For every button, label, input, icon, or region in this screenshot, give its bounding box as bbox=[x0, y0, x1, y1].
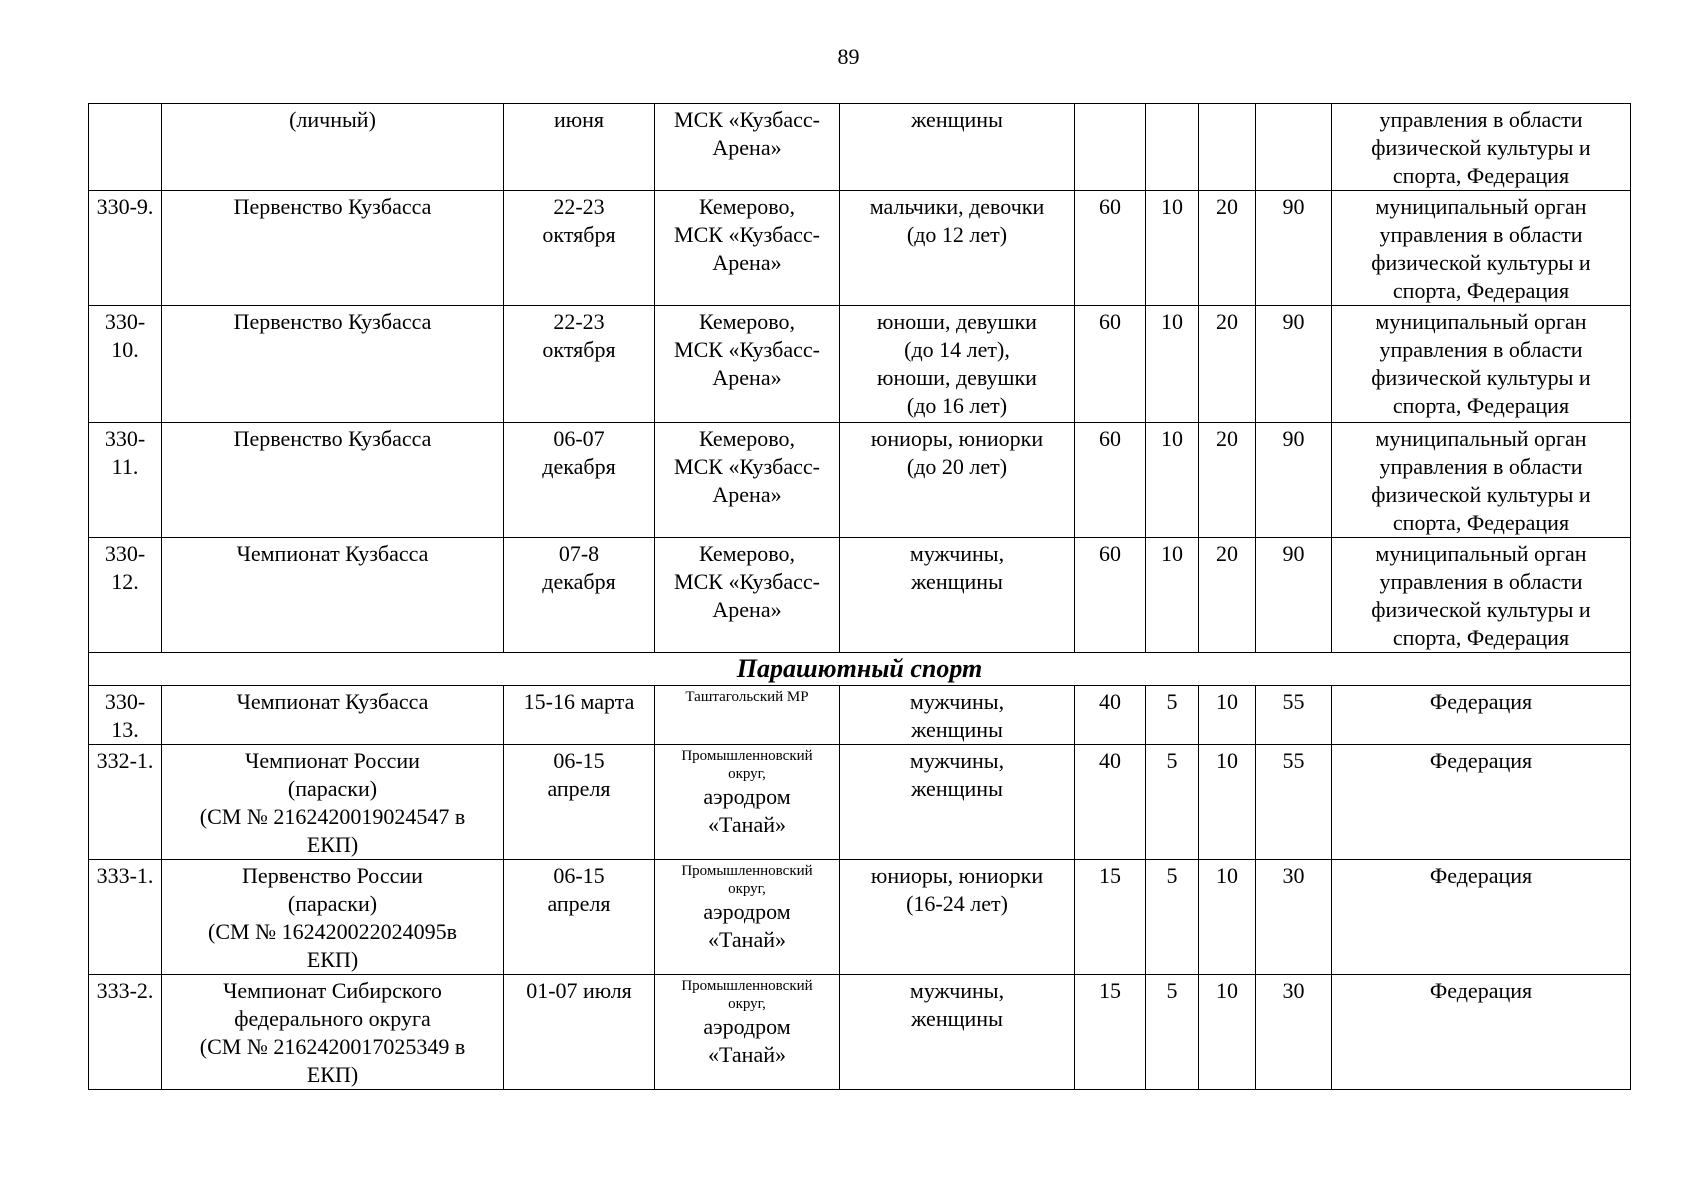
page-number: 89 bbox=[837, 44, 860, 69]
count-cell bbox=[1256, 104, 1332, 191]
row-number: 333-2. bbox=[89, 975, 162, 1090]
count-cell: 5 bbox=[1146, 975, 1199, 1090]
row-number: 332-1. bbox=[89, 745, 162, 860]
event-name: Первенство России (параски) (СМ № 162420022024095в ЕКП) bbox=[162, 860, 504, 975]
count-cell: 5 bbox=[1146, 745, 1199, 860]
section-row bbox=[89, 653, 1631, 686]
table-row bbox=[89, 538, 1631, 653]
event-name: Чемпионат России (параски) (СМ № 2162420019024547 в ЕКП) bbox=[162, 745, 504, 860]
table-row bbox=[89, 306, 1631, 423]
event-venue: Промышленновский округ, аэродром «Танай» bbox=[655, 745, 840, 860]
event-name: Первенство Кузбасса bbox=[162, 306, 504, 423]
count-cell: 10 bbox=[1199, 860, 1256, 975]
count-cell: 30 bbox=[1256, 975, 1332, 1090]
count-cell: 60 bbox=[1075, 423, 1146, 538]
organizer: муниципальный орган управления в области физической культуры и спорта, Федерация bbox=[1332, 306, 1631, 423]
organizer: Федерация bbox=[1332, 975, 1631, 1090]
event-dates: 22-23 октября bbox=[504, 306, 655, 423]
organizer: Федерация bbox=[1332, 745, 1631, 860]
organizer: Федерация bbox=[1332, 686, 1631, 745]
row-number: 330- 12. bbox=[89, 538, 162, 653]
participant-category: мужчины, женщины bbox=[840, 686, 1075, 745]
count-cell: 60 bbox=[1075, 306, 1146, 423]
organizer: муниципальный орган управления в области физической культуры и спорта, Федерация bbox=[1332, 191, 1631, 306]
count-cell: 10 bbox=[1199, 975, 1256, 1090]
event-dates: 07-8 декабря bbox=[504, 538, 655, 653]
count-cell: 15 bbox=[1075, 860, 1146, 975]
event-dates: 06-07 декабря bbox=[504, 423, 655, 538]
event-venue: Кемерово, МСК «Кузбасс- Арена» bbox=[655, 538, 840, 653]
table-row bbox=[89, 104, 1631, 191]
count-cell: 15 bbox=[1075, 975, 1146, 1090]
count-cell: 90 bbox=[1256, 306, 1332, 423]
count-cell: 10 bbox=[1146, 423, 1199, 538]
table-row bbox=[89, 686, 1631, 745]
table-row bbox=[89, 423, 1631, 538]
organizer: муниципальный орган управления в области физической культуры и спорта, Федерация bbox=[1332, 423, 1631, 538]
count-cell bbox=[1075, 104, 1146, 191]
event-venue: Таштагольский МР bbox=[655, 686, 840, 745]
event-name: Чемпионат Сибирского федерального округа (СМ № 2162420017025349 в ЕКП) bbox=[162, 975, 504, 1090]
row-number: 330- 11. bbox=[89, 423, 162, 538]
count-cell: 55 bbox=[1256, 745, 1332, 860]
count-cell: 20 bbox=[1199, 191, 1256, 306]
count-cell bbox=[1146, 104, 1199, 191]
organizer: управления в области физической культуры и спорта, Федерация bbox=[1332, 104, 1631, 191]
count-cell: 30 bbox=[1256, 860, 1332, 975]
event-venue: МСК «Кузбасс- Арена» bbox=[655, 104, 840, 191]
event-name: Чемпионат Кузбасса bbox=[162, 686, 504, 745]
event-venue: Промышленновский округ, аэродром «Танай» bbox=[655, 860, 840, 975]
section-title: Парашютный спорт bbox=[89, 653, 1631, 686]
event-dates: 06-15 апреля bbox=[504, 745, 655, 860]
table-row bbox=[89, 191, 1631, 306]
participant-category: юниоры, юниорки (до 20 лет) bbox=[840, 423, 1075, 538]
count-cell: 90 bbox=[1256, 538, 1332, 653]
event-dates: 15-16 марта bbox=[504, 686, 655, 745]
count-cell: 20 bbox=[1199, 306, 1256, 423]
event-venue: Кемерово, МСК «Кузбасс- Арена» bbox=[655, 191, 840, 306]
participant-category: мальчики, девочки (до 12 лет) bbox=[840, 191, 1075, 306]
participant-category: женщины bbox=[840, 104, 1075, 191]
count-cell: 5 bbox=[1146, 686, 1199, 745]
row-number: 330- 10. bbox=[89, 306, 162, 423]
event-name: Первенство Кузбасса bbox=[162, 191, 504, 306]
event-dates: июня bbox=[504, 104, 655, 191]
count-cell: 55 bbox=[1256, 686, 1332, 745]
count-cell: 60 bbox=[1075, 538, 1146, 653]
event-name: (личный) bbox=[162, 104, 504, 191]
organizer: Федерация bbox=[1332, 860, 1631, 975]
participant-category: юниоры, юниорки (16-24 лет) bbox=[840, 860, 1075, 975]
count-cell: 10 bbox=[1199, 686, 1256, 745]
count-cell: 10 bbox=[1199, 745, 1256, 860]
count-cell bbox=[1199, 104, 1256, 191]
count-cell: 20 bbox=[1199, 538, 1256, 653]
event-venue: Кемерово, МСК «Кузбасс- Арена» bbox=[655, 306, 840, 423]
organizer: муниципальный орган управления в области физической культуры и спорта, Федерация bbox=[1332, 538, 1631, 653]
event-dates: 06-15 апреля bbox=[504, 860, 655, 975]
count-cell: 90 bbox=[1256, 423, 1332, 538]
table-row bbox=[89, 975, 1631, 1090]
participant-category: мужчины, женщины bbox=[840, 538, 1075, 653]
events-table bbox=[88, 103, 1631, 1090]
participant-category: юноши, девушки (до 14 лет), юноши, девушки (до 16 лет) bbox=[840, 306, 1075, 423]
event-venue: Промышленновский округ, аэродром «Танай» bbox=[655, 975, 840, 1090]
table-row bbox=[89, 860, 1631, 975]
count-cell: 10 bbox=[1146, 306, 1199, 423]
participant-category: мужчины, женщины bbox=[840, 745, 1075, 860]
event-name: Первенство Кузбасса bbox=[162, 423, 504, 538]
event-dates: 01-07 июля bbox=[504, 975, 655, 1090]
row-number bbox=[89, 104, 162, 191]
count-cell: 90 bbox=[1256, 191, 1332, 306]
event-dates: 22-23 октября bbox=[504, 191, 655, 306]
count-cell: 10 bbox=[1146, 191, 1199, 306]
count-cell: 5 bbox=[1146, 860, 1199, 975]
row-number: 330- 13. bbox=[89, 686, 162, 745]
row-number: 330-9. bbox=[89, 191, 162, 306]
participant-category: мужчины, женщины bbox=[840, 975, 1075, 1090]
count-cell: 10 bbox=[1146, 538, 1199, 653]
count-cell: 60 bbox=[1075, 191, 1146, 306]
table-row bbox=[89, 745, 1631, 860]
count-cell: 20 bbox=[1199, 423, 1256, 538]
count-cell: 40 bbox=[1075, 745, 1146, 860]
event-name: Чемпионат Кузбасса bbox=[162, 538, 504, 653]
event-venue: Кемерово, МСК «Кузбасс- Арена» bbox=[655, 423, 840, 538]
row-number: 333-1. bbox=[89, 860, 162, 975]
count-cell: 40 bbox=[1075, 686, 1146, 745]
